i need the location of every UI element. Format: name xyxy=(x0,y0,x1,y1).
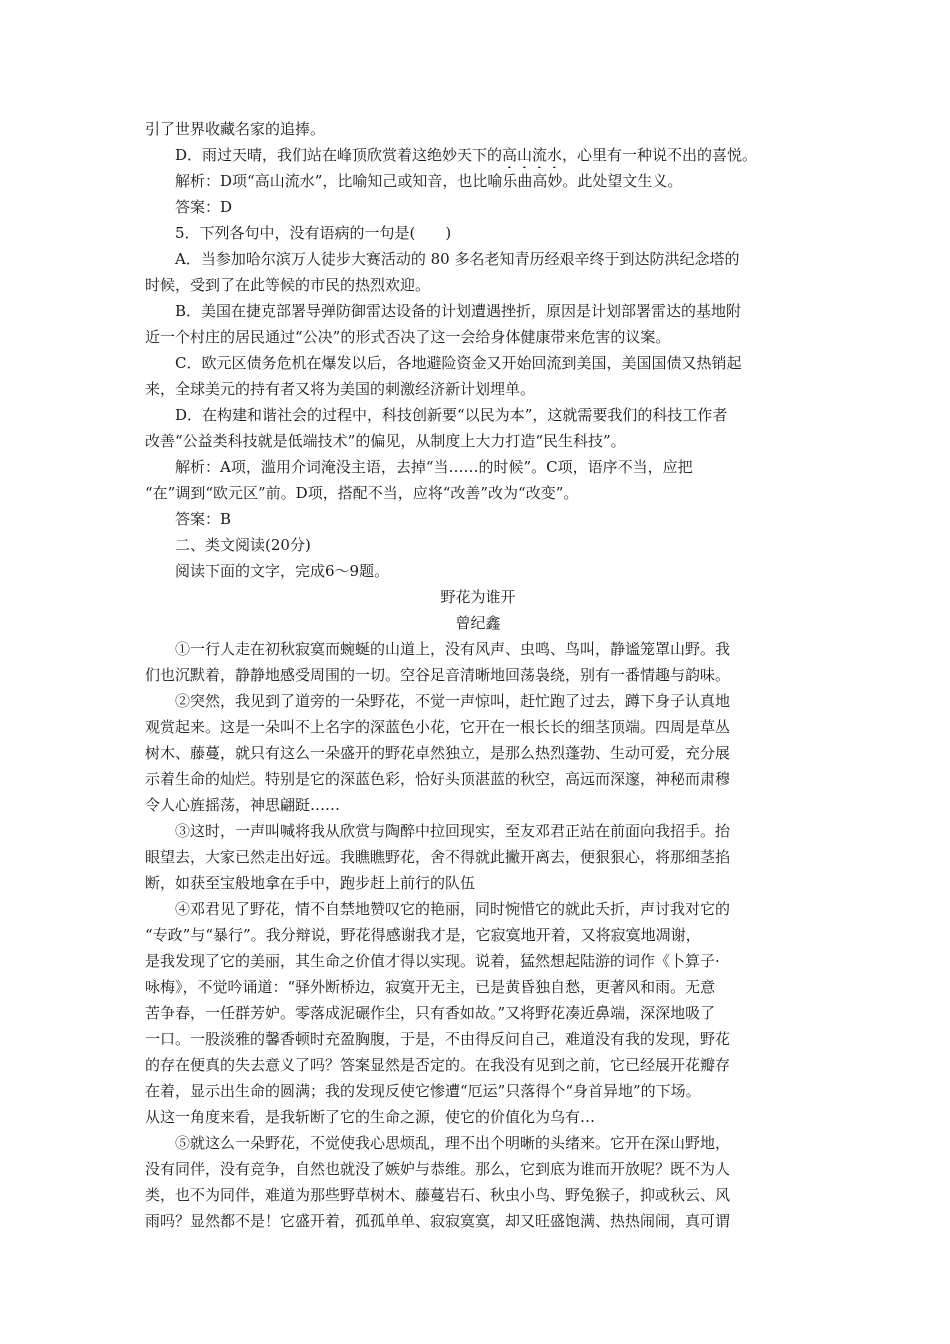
text-line: 没有同伴，没有竞争，自然也就没了嫉妒与恭维。那么，它到底为谁而开放呢？既不为人 xyxy=(145,1160,731,1178)
paragraph-1: ①一行人走在初秋寂寞而蜿蜒的山道上，没有风声、虫鸣、鸟叫，静谧笼罩山野。我 xyxy=(175,640,731,658)
article-author: 曾纪鑫 xyxy=(455,614,501,632)
article-title: 野花为谁开 xyxy=(440,588,516,606)
text-line: “专政”与“暴行”。我分辩说，野花得感谢我才是，它寂寞地开着，又将寂寞地凋谢， xyxy=(145,926,701,944)
text-line: 令人心旌摇荡，神思翩跹…… xyxy=(145,796,341,814)
text-line: “在”调到“欧元区”前。D项，搭配不当，应将“改善”改为“改变”。 xyxy=(145,484,579,502)
text-line: 改善“公益类科技就是低端技术”的偏见，从制度上大力打造“民生科技”。 xyxy=(145,432,626,450)
text-line: 时候，受到了在此等候的市民的热烈欢迎。 xyxy=(145,276,431,294)
paragraph-5: ⑤就这么一朵野花，不觉使我心思烦乱，理不出个明晰的头绪来。它开在深山野地， xyxy=(175,1134,731,1152)
text-line: 咏梅》，不觉吟诵道：“驿外断桥边，寂寞开无主，已是黄昏独自愁，更著风和雨。无意 xyxy=(145,978,716,996)
text-line: 的存在便真的失去意义了吗？答案显然是否定的。在我没有见到之前，它已经展开花瓣存 xyxy=(145,1056,731,1074)
text-line: 近一个村庄的居民通过“公决”的形式否决了这一会给身体健康带来危害的议案。 xyxy=(145,328,671,346)
option-d-line: D．在构建和谐社会的过程中，科技创新要“以民为本”，这就需要我们的科技工作者 xyxy=(175,406,728,424)
option-c-line: C．欧元区债务危机在爆发以后，各地避险资金又开始回流到美国，美国国债又热销起 xyxy=(175,354,742,372)
emphasized-idiom: 高山流水 xyxy=(502,146,563,164)
text-line: 从这一角度来看，是我斩断了它的生命之源，使它的价值化为乌有… xyxy=(145,1108,596,1126)
answer-line: 答案：D xyxy=(175,198,233,216)
paragraph-2: ②突然，我见到了道旁的一朵野花，不觉一声惊叫，赶忙跑了过去，蹲下身子认真地 xyxy=(175,692,731,710)
text-line: 树木、藤蔓，就只有这么一朵盛开的野花卓然独立，是那么热烈蓬勃、生动可爱，充分展 xyxy=(145,744,731,762)
instruction-line: 阅读下面的文字，完成6～9题。 xyxy=(175,562,390,580)
answer-line: 答案：B xyxy=(175,510,232,528)
text-line: 断，如获至宝般地拿在手中，跑步赶上前行的队伍 xyxy=(145,874,476,892)
analysis-line: 解析：D项“高山流水”，比喻知己或知音，也比喻乐曲高妙。此处望文生义。 xyxy=(175,172,683,190)
paragraph-3: ③这时，一声叫喊将我从欣赏与陶醉中拉回现实，至友邓君正站在前面向我招手。抬 xyxy=(175,822,731,840)
text-span: ，心里有一种说不出的喜悦。 xyxy=(562,146,758,164)
analysis-line: 解析：A项，滥用介词淹没主语，去掉“当……的时候”。C项，语序不当，应把 xyxy=(175,458,693,476)
text-line: 苦争春，一任群芳妒。零落成泥碾作尘，只有香如故。”又将野花凑近鼻端，深深地吸了 xyxy=(145,1004,716,1022)
text-line: 在着，显示出生命的圆满；我的发现反使它惨遭“厄运”只落得个“身首异地”的下场。 xyxy=(145,1082,701,1100)
text-span: D．雨过天晴，我们站在峰顶欣赏着这绝妙天下的 xyxy=(175,146,503,164)
text-line: 观赏起来。这是一朵叫不上名字的深蓝色小花，它开在一根长长的细茎顶端。四周是草丛 xyxy=(145,718,731,736)
paragraph-4: ④邓君见了野花，情不自禁地赞叹它的艳丽，同时惋惜它的就此夭折，声讨我对它的 xyxy=(175,900,731,918)
text-line: 雨吗？显然都不是！它盛开着，孤孤单单、寂寂寞寞，却又旺盛饱满、热热闹闹，真可谓 xyxy=(145,1212,731,1230)
option-a-line: A．当参加哈尔滨万人徒步大赛活动的 80 多名老知青历经艰辛终于到达防洪纪念塔的 xyxy=(175,250,740,268)
option-d-line xyxy=(145,142,811,168)
text-line: 一口。一股淡雅的馨香顿时充盈胸腹，于是，不由得反问自己，难道没有我的发现，野花 xyxy=(145,1030,731,1048)
document-body xyxy=(145,116,811,1234)
text-line: 眼望去，大家已然走出好远。我瞧瞧野花，舍不得就此撇开离去，便狠狠心，将那细茎掐 xyxy=(145,848,731,866)
option-b-line: B．美国在捷克部署导弹防御雷达设备的计划遭遇挫折，原因是计划部署雷达的基地附 xyxy=(175,302,742,320)
text-line: 是我发现了它的美丽，其生命之价值才得以实现。说着，猛然想起陆游的词作《卜算子· xyxy=(145,952,720,970)
text-line: 引了世界收藏名家的追捧。 xyxy=(145,120,326,138)
text-line: 们也沉默着，静静地感受周围的一切。空谷足音清晰地回荡袅绕，别有一番情趣与韵味。 xyxy=(145,666,731,684)
text-line: 类，也不为同伴，难道为那些野草树木、藤蔓岩石、秋虫小鸟、野兔猴子，抑或秋云、风 xyxy=(145,1186,731,1204)
text-line: 示着生命的灿烂。特别是它的深蓝色彩，恰好头顶湛蓝的秋空，高远而深邃，神秘而肃穆 xyxy=(145,770,731,788)
section-heading: 二、类文阅读(20分) xyxy=(175,536,311,554)
question-5: 5．下列各句中，没有语病的一句是( ) xyxy=(175,224,452,242)
text-line: 来，全球美元的持有者又将为美国的刺激经济新计划埋单。 xyxy=(145,380,536,398)
